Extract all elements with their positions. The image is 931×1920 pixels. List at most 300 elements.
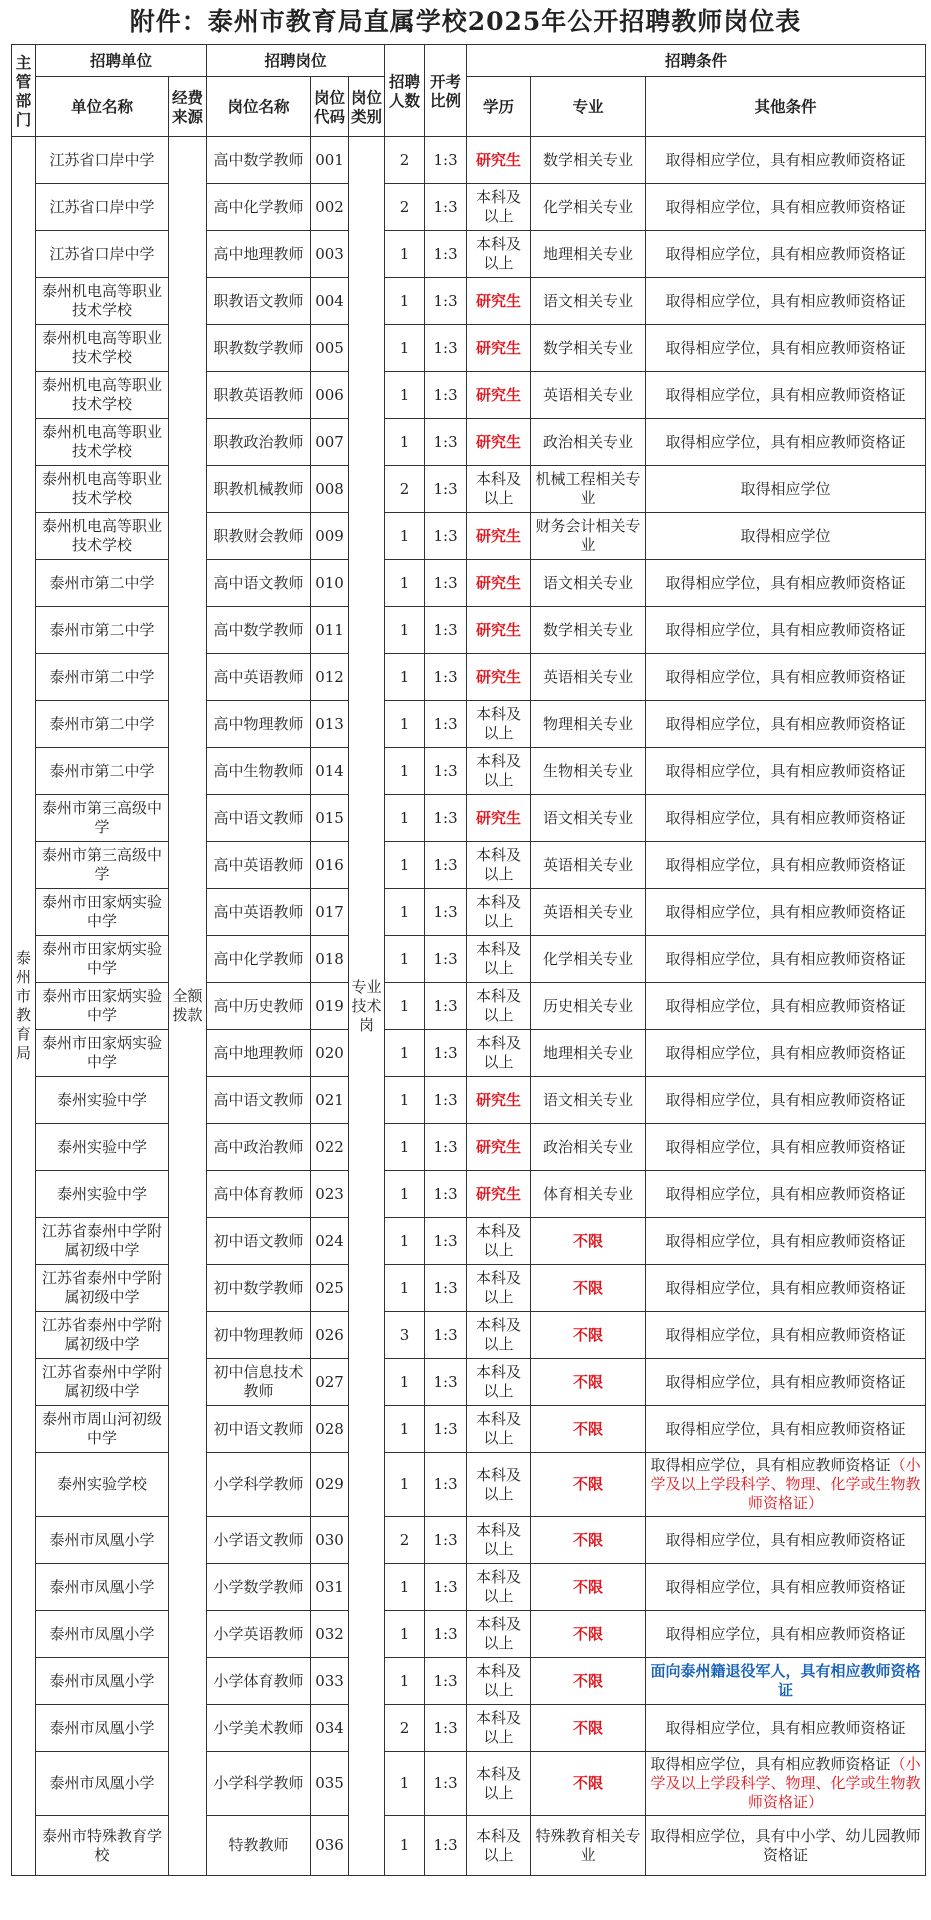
unit-name-cell: 泰州市凤凰小学 [36, 1705, 169, 1752]
other-conditions-cell: 取得相应学位，具有相应教师资格证 [646, 1077, 926, 1124]
count-cell: 1 [385, 1265, 425, 1312]
table-row [12, 1517, 926, 1564]
other-conditions-cell: 取得相应学位，具有相应教师资格证 [646, 607, 926, 654]
post-name-cell: 高中物理教师 [207, 701, 311, 748]
table-row [12, 701, 926, 748]
education-cell: 研究生 [467, 1171, 531, 1218]
ratio-cell: 1:3 [425, 936, 467, 983]
other-conditions-cell: 取得相应学位，具有相应教师资格证 [646, 1030, 926, 1077]
ratio-cell: 1:3 [425, 560, 467, 607]
header-funding: 经费来源 [169, 77, 207, 137]
education-cell: 本科及以上 [467, 1453, 531, 1517]
other-conditions-cell: 取得相应学位，具有相应教师资格证 [646, 231, 926, 278]
post-name-cell: 高中体育教师 [207, 1171, 311, 1218]
table-row [12, 325, 926, 372]
unit-name-cell: 泰州市第三高级中学 [36, 842, 169, 889]
count-cell: 1 [385, 513, 425, 560]
table-row [12, 466, 926, 513]
other-conditions-cell: 取得相应学位，具有相应教师资格证 [646, 983, 926, 1030]
header-supervisor: 主管部门 [12, 45, 36, 137]
major-cell: 不限 [531, 1658, 646, 1705]
post-code-cell: 008 [311, 466, 349, 513]
post-code-cell: 031 [311, 1564, 349, 1611]
major-cell: 不限 [531, 1218, 646, 1265]
major-cell: 英语相关专业 [531, 654, 646, 701]
count-cell: 1 [385, 1359, 425, 1406]
table-row [12, 1406, 926, 1453]
post-name-cell: 职教财会教师 [207, 513, 311, 560]
ratio-cell: 1:3 [425, 137, 467, 184]
unit-name-cell: 泰州市凤凰小学 [36, 1564, 169, 1611]
ratio-cell: 1:3 [425, 1124, 467, 1171]
post-name-cell: 职教政治教师 [207, 419, 311, 466]
post-code-cell: 006 [311, 372, 349, 419]
table-body [12, 137, 926, 1876]
count-cell: 2 [385, 137, 425, 184]
post-code-cell: 033 [311, 1658, 349, 1705]
ratio-cell: 1:3 [425, 1077, 467, 1124]
table-row [12, 1752, 926, 1816]
education-cell: 本科及以上 [467, 1359, 531, 1406]
education-cell: 本科及以上 [467, 1705, 531, 1752]
other-conditions-cell: 取得相应学位，具有相应教师资格证 [646, 889, 926, 936]
other-conditions-cell: 取得相应学位，具有相应教师资格证 [646, 936, 926, 983]
post-code-cell: 001 [311, 137, 349, 184]
unit-name-cell: 江苏省泰州中学附属初级中学 [36, 1218, 169, 1265]
count-cell: 1 [385, 1077, 425, 1124]
ratio-cell: 1:3 [425, 1453, 467, 1517]
count-cell: 2 [385, 1517, 425, 1564]
post-name-cell: 高中英语教师 [207, 889, 311, 936]
other-conditions-cell: 取得相应学位，具有相应教师资格证 [646, 1359, 926, 1406]
education-cell: 本科及以上 [467, 1312, 531, 1359]
table-row [12, 607, 926, 654]
major-cell: 生物相关专业 [531, 748, 646, 795]
count-cell: 1 [385, 419, 425, 466]
other-conditions-cell: 取得相应学位，具有相应教师资格证 [646, 137, 926, 184]
post-name-cell: 高中生物教师 [207, 748, 311, 795]
table-row [12, 1077, 926, 1124]
table-row [12, 1030, 926, 1077]
post-name-cell: 高中化学教师 [207, 184, 311, 231]
unit-name-cell: 泰州市田家炳实验中学 [36, 1030, 169, 1077]
ratio-cell: 1:3 [425, 278, 467, 325]
unit-name-cell: 泰州市凤凰小学 [36, 1658, 169, 1705]
unit-name-cell: 泰州实验中学 [36, 1171, 169, 1218]
major-cell: 化学相关专业 [531, 184, 646, 231]
post-name-cell: 高中语文教师 [207, 795, 311, 842]
major-cell: 政治相关专业 [531, 419, 646, 466]
unit-name-cell: 泰州市周山河初级中学 [36, 1406, 169, 1453]
unit-name-cell: 泰州实验中学 [36, 1077, 169, 1124]
table-row [12, 231, 926, 278]
table-row [12, 842, 926, 889]
education-cell: 研究生 [467, 1124, 531, 1171]
ratio-cell: 1:3 [425, 1171, 467, 1218]
ratio-cell: 1:3 [425, 748, 467, 795]
major-cell: 不限 [531, 1752, 646, 1816]
education-cell: 本科及以上 [467, 936, 531, 983]
other-conditions-cell: 取得相应学位 [646, 513, 926, 560]
unit-name-cell: 泰州市第二中学 [36, 701, 169, 748]
table-row [12, 1265, 926, 1312]
ratio-cell: 1:3 [425, 184, 467, 231]
count-cell: 1 [385, 842, 425, 889]
count-cell: 1 [385, 983, 425, 1030]
post-code-cell: 024 [311, 1218, 349, 1265]
post-code-cell: 012 [311, 654, 349, 701]
post-code-cell: 005 [311, 325, 349, 372]
unit-name-cell: 泰州市田家炳实验中学 [36, 936, 169, 983]
unit-name-cell: 江苏省泰州中学附属初级中学 [36, 1312, 169, 1359]
education-cell: 本科及以上 [467, 748, 531, 795]
page-title: 附件：泰州市教育局直属学校2025年公开招聘教师岗位表 [129, 7, 802, 36]
table-row [12, 1658, 926, 1705]
post-code-cell: 022 [311, 1124, 349, 1171]
post-code-cell: 007 [311, 419, 349, 466]
ratio-cell: 1:3 [425, 889, 467, 936]
table-row [12, 1611, 926, 1658]
header-post-type: 岗位类别 [349, 77, 385, 137]
post-name-cell: 高中语文教师 [207, 1077, 311, 1124]
unit-name-cell: 泰州市第二中学 [36, 607, 169, 654]
major-cell: 化学相关专业 [531, 936, 646, 983]
header-count: 招聘人数 [385, 45, 425, 137]
major-cell: 不限 [531, 1406, 646, 1453]
other-conditions-cell: 取得相应学位，具有相应教师资格证 [646, 748, 926, 795]
ratio-cell: 1:3 [425, 372, 467, 419]
count-cell: 1 [385, 1816, 425, 1876]
post-code-cell: 016 [311, 842, 349, 889]
count-cell: 1 [385, 936, 425, 983]
table-row [12, 936, 926, 983]
table-row [12, 748, 926, 795]
major-cell: 语文相关专业 [531, 1077, 646, 1124]
post-name-cell: 小学美术教师 [207, 1705, 311, 1752]
post-code-cell: 028 [311, 1406, 349, 1453]
major-cell: 体育相关专业 [531, 1171, 646, 1218]
post-code-cell: 009 [311, 513, 349, 560]
table-row [12, 372, 926, 419]
table-row [12, 983, 926, 1030]
post-name-cell: 小学科学教师 [207, 1453, 311, 1517]
ratio-cell: 1:3 [425, 1705, 467, 1752]
count-cell: 1 [385, 1218, 425, 1265]
education-cell: 本科及以上 [467, 184, 531, 231]
table-row [12, 419, 926, 466]
major-cell: 历史相关专业 [531, 983, 646, 1030]
count-cell: 1 [385, 325, 425, 372]
other-conditions-cell: 取得相应学位，具有相应教师资格证 [646, 842, 926, 889]
major-cell: 语文相关专业 [531, 560, 646, 607]
major-cell: 数学相关专业 [531, 325, 646, 372]
other-conditions-cell: 取得相应学位，具有相应教师资格证 [646, 795, 926, 842]
post-code-cell: 013 [311, 701, 349, 748]
other-conditions-cell: 取得相应学位，具有相应教师资格证 [646, 1124, 926, 1171]
unit-name-cell: 泰州市第二中学 [36, 560, 169, 607]
post-name-cell: 高中英语教师 [207, 842, 311, 889]
major-cell: 数学相关专业 [531, 137, 646, 184]
post-code-cell: 026 [311, 1312, 349, 1359]
header-unit-name: 单位名称 [36, 77, 169, 137]
supervisor-cell: 泰州市教育局 [12, 137, 36, 1876]
table-row [12, 184, 926, 231]
education-cell: 研究生 [467, 372, 531, 419]
education-cell: 本科及以上 [467, 1218, 531, 1265]
education-cell: 研究生 [467, 654, 531, 701]
count-cell: 1 [385, 654, 425, 701]
education-cell: 研究生 [467, 795, 531, 842]
header-ratio: 开考比例 [425, 45, 467, 137]
count-cell: 1 [385, 701, 425, 748]
other-conditions-cell: 取得相应学位，具有相应教师资格证 [646, 1171, 926, 1218]
post-type-cell: 专业技术岗 [349, 137, 385, 1876]
other-conditions-cell: 取得相应学位，具有相应教师资格证 [646, 1406, 926, 1453]
count-cell: 1 [385, 1124, 425, 1171]
ratio-cell: 1:3 [425, 701, 467, 748]
post-name-cell: 小学体育教师 [207, 1658, 311, 1705]
post-code-cell: 032 [311, 1611, 349, 1658]
major-cell: 地理相关专业 [531, 231, 646, 278]
count-cell: 2 [385, 466, 425, 513]
education-cell: 本科及以上 [467, 1265, 531, 1312]
unit-name-cell: 江苏省口岸中学 [36, 137, 169, 184]
other-conditions-cell: 取得相应学位，具有相应教师资格证 [646, 419, 926, 466]
ratio-cell: 1:3 [425, 654, 467, 701]
unit-name-cell: 江苏省泰州中学附属初级中学 [36, 1359, 169, 1406]
ratio-cell: 1:3 [425, 1030, 467, 1077]
post-code-cell: 023 [311, 1171, 349, 1218]
ratio-cell: 1:3 [425, 1611, 467, 1658]
major-cell: 语文相关专业 [531, 795, 646, 842]
unit-name-cell: 江苏省泰州中学附属初级中学 [36, 1265, 169, 1312]
education-cell: 研究生 [467, 513, 531, 560]
ratio-cell: 1:3 [425, 983, 467, 1030]
major-cell: 英语相关专业 [531, 372, 646, 419]
other-conditions-cell: 取得相应学位，具有相应教师资格证 [646, 560, 926, 607]
post-name-cell: 初中语文教师 [207, 1406, 311, 1453]
other-conditions-cell: 取得相应学位，具有相应教师资格证 [646, 325, 926, 372]
unit-name-cell: 泰州市凤凰小学 [36, 1517, 169, 1564]
major-cell: 特殊教育相关专业 [531, 1816, 646, 1876]
header-conditions-group: 招聘条件 [467, 45, 926, 77]
post-name-cell: 高中化学教师 [207, 936, 311, 983]
other-conditions-text: 取得相应学位，具有相应教师资格证 [650, 1755, 891, 1773]
major-cell: 不限 [531, 1517, 646, 1564]
post-code-cell: 014 [311, 748, 349, 795]
post-name-cell: 高中历史教师 [207, 983, 311, 1030]
education-cell: 研究生 [467, 325, 531, 372]
major-cell: 英语相关专业 [531, 842, 646, 889]
ratio-cell: 1:3 [425, 1359, 467, 1406]
table-row [12, 1171, 926, 1218]
unit-name-cell: 泰州市特殊教育学校 [36, 1816, 169, 1876]
unit-name-cell: 泰州市凤凰小学 [36, 1752, 169, 1816]
major-cell: 物理相关专业 [531, 701, 646, 748]
post-name-cell: 初中信息技术教师 [207, 1359, 311, 1406]
education-cell: 本科及以上 [467, 1030, 531, 1077]
post-code-cell: 021 [311, 1077, 349, 1124]
education-cell: 研究生 [467, 419, 531, 466]
major-cell: 不限 [531, 1611, 646, 1658]
ratio-cell: 1:3 [425, 842, 467, 889]
major-cell: 地理相关专业 [531, 1030, 646, 1077]
other-conditions-cell: 取得相应学位，具有相应教师资格证 [646, 372, 926, 419]
unit-name-cell: 泰州市第三高级中学 [36, 795, 169, 842]
table-row [12, 560, 926, 607]
header-other: 其他条件 [646, 77, 926, 137]
post-name-cell: 高中语文教师 [207, 560, 311, 607]
ratio-cell: 1:3 [425, 795, 467, 842]
post-code-cell: 019 [311, 983, 349, 1030]
major-cell: 不限 [531, 1312, 646, 1359]
post-name-cell: 初中数学教师 [207, 1265, 311, 1312]
count-cell: 1 [385, 1564, 425, 1611]
post-code-cell: 027 [311, 1359, 349, 1406]
recruitment-table [11, 44, 926, 1876]
table-row [12, 1124, 926, 1171]
count-cell: 1 [385, 748, 425, 795]
header-major: 专业 [531, 77, 646, 137]
other-conditions-cell: 取得相应学位，具有中小学、幼儿园教师资格证 [646, 1816, 926, 1876]
post-code-cell: 017 [311, 889, 349, 936]
table-row [12, 1312, 926, 1359]
table-row [12, 1705, 926, 1752]
count-cell: 1 [385, 1406, 425, 1453]
other-conditions-text: 取得相应学位，具有相应教师资格证 [650, 1456, 891, 1474]
other-conditions-cell: 取得相应学位，具有相应教师资格证 [646, 1218, 926, 1265]
count-cell: 2 [385, 1705, 425, 1752]
education-cell: 本科及以上 [467, 231, 531, 278]
unit-name-cell: 泰州机电高等职业技术学校 [36, 466, 169, 513]
table-row [12, 654, 926, 701]
funding-cell: 全额拨款 [169, 137, 207, 1876]
education-cell: 本科及以上 [467, 842, 531, 889]
education-cell: 本科及以上 [467, 1816, 531, 1876]
count-cell: 1 [385, 1453, 425, 1517]
post-name-cell: 职教英语教师 [207, 372, 311, 419]
table-row [12, 795, 926, 842]
count-cell: 1 [385, 795, 425, 842]
major-cell: 数学相关专业 [531, 607, 646, 654]
post-name-cell: 特教教师 [207, 1816, 311, 1876]
table-row [12, 1453, 926, 1517]
post-code-cell: 004 [311, 278, 349, 325]
ratio-cell: 1:3 [425, 1658, 467, 1705]
count-cell: 1 [385, 1611, 425, 1658]
post-code-cell: 002 [311, 184, 349, 231]
other-conditions-cell [646, 1752, 926, 1816]
unit-name-cell: 泰州机电高等职业技术学校 [36, 419, 169, 466]
education-cell: 本科及以上 [467, 1752, 531, 1816]
table-row [12, 278, 926, 325]
ratio-cell: 1:3 [425, 1406, 467, 1453]
major-cell: 政治相关专业 [531, 1124, 646, 1171]
other-conditions-cell: 取得相应学位，具有相应教师资格证 [646, 701, 926, 748]
major-cell: 不限 [531, 1564, 646, 1611]
education-cell: 本科及以上 [467, 701, 531, 748]
education-cell: 本科及以上 [467, 1406, 531, 1453]
ratio-cell: 1:3 [425, 325, 467, 372]
major-cell: 不限 [531, 1453, 646, 1517]
ratio-cell: 1:3 [425, 1816, 467, 1876]
ratio-cell: 1:3 [425, 1265, 467, 1312]
other-conditions-cell: 取得相应学位，具有相应教师资格证 [646, 1265, 926, 1312]
count-cell: 1 [385, 560, 425, 607]
education-cell: 本科及以上 [467, 1564, 531, 1611]
other-conditions-cell: 取得相应学位，具有相应教师资格证 [646, 184, 926, 231]
unit-name-cell: 泰州市凤凰小学 [36, 1611, 169, 1658]
other-conditions-cell: 取得相应学位，具有相应教师资格证 [646, 1705, 926, 1752]
post-name-cell: 初中语文教师 [207, 1218, 311, 1265]
major-cell: 英语相关专业 [531, 889, 646, 936]
ratio-cell: 1:3 [425, 1564, 467, 1611]
major-cell: 不限 [531, 1359, 646, 1406]
post-name-cell: 初中物理教师 [207, 1312, 311, 1359]
unit-name-cell: 泰州市田家炳实验中学 [36, 983, 169, 1030]
other-conditions-cell: 取得相应学位，具有相应教师资格证 [646, 654, 926, 701]
post-name-cell: 高中地理教师 [207, 1030, 311, 1077]
ratio-cell: 1:3 [425, 607, 467, 654]
count-cell: 2 [385, 184, 425, 231]
count-cell: 1 [385, 889, 425, 936]
count-cell: 1 [385, 607, 425, 654]
education-cell: 本科及以上 [467, 466, 531, 513]
post-name-cell: 小学数学教师 [207, 1564, 311, 1611]
post-code-cell: 025 [311, 1265, 349, 1312]
education-cell: 研究生 [467, 278, 531, 325]
ratio-cell: 1:3 [425, 1312, 467, 1359]
count-cell: 1 [385, 1752, 425, 1816]
major-cell: 不限 [531, 1705, 646, 1752]
unit-name-cell: 江苏省口岸中学 [36, 184, 169, 231]
table-row [12, 513, 926, 560]
header-post-code: 岗位代码 [311, 77, 349, 137]
header-post-name: 岗位名称 [207, 77, 311, 137]
ratio-cell: 1:3 [425, 1752, 467, 1816]
post-name-cell: 职教机械教师 [207, 466, 311, 513]
education-cell: 研究生 [467, 607, 531, 654]
post-code-cell: 011 [311, 607, 349, 654]
other-conditions-cell: 取得相应学位，具有相应教师资格证 [646, 1312, 926, 1359]
table-row [12, 1564, 926, 1611]
count-cell: 3 [385, 1312, 425, 1359]
ratio-cell: 1:3 [425, 231, 467, 278]
unit-name-cell: 泰州机电高等职业技术学校 [36, 278, 169, 325]
header-post-group: 招聘岗位 [207, 45, 385, 77]
unit-name-cell: 泰州机电高等职业技术学校 [36, 325, 169, 372]
other-conditions-note: （小学及以上学段科学、物理、化学或生物教师资格证） [650, 1456, 921, 1512]
unit-name-cell: 泰州实验学校 [36, 1453, 169, 1517]
post-code-cell: 035 [311, 1752, 349, 1816]
post-name-cell: 高中数学教师 [207, 137, 311, 184]
major-cell: 机械工程相关专业 [531, 466, 646, 513]
post-name-cell: 高中英语教师 [207, 654, 311, 701]
post-name-cell: 职教数学教师 [207, 325, 311, 372]
post-code-cell: 020 [311, 1030, 349, 1077]
post-name-cell: 高中数学教师 [207, 607, 311, 654]
header-unit-group: 招聘单位 [36, 45, 207, 77]
unit-name-cell: 泰州机电高等职业技术学校 [36, 513, 169, 560]
other-conditions-cell: 取得相应学位，具有相应教师资格证 [646, 1517, 926, 1564]
unit-name-cell: 泰州市第二中学 [36, 748, 169, 795]
post-name-cell: 职教语文教师 [207, 278, 311, 325]
post-name-cell: 小学科学教师 [207, 1752, 311, 1816]
other-conditions-cell: 取得相应学位，具有相应教师资格证 [646, 278, 926, 325]
education-cell: 研究生 [467, 137, 531, 184]
post-code-cell: 003 [311, 231, 349, 278]
post-code-cell: 029 [311, 1453, 349, 1517]
